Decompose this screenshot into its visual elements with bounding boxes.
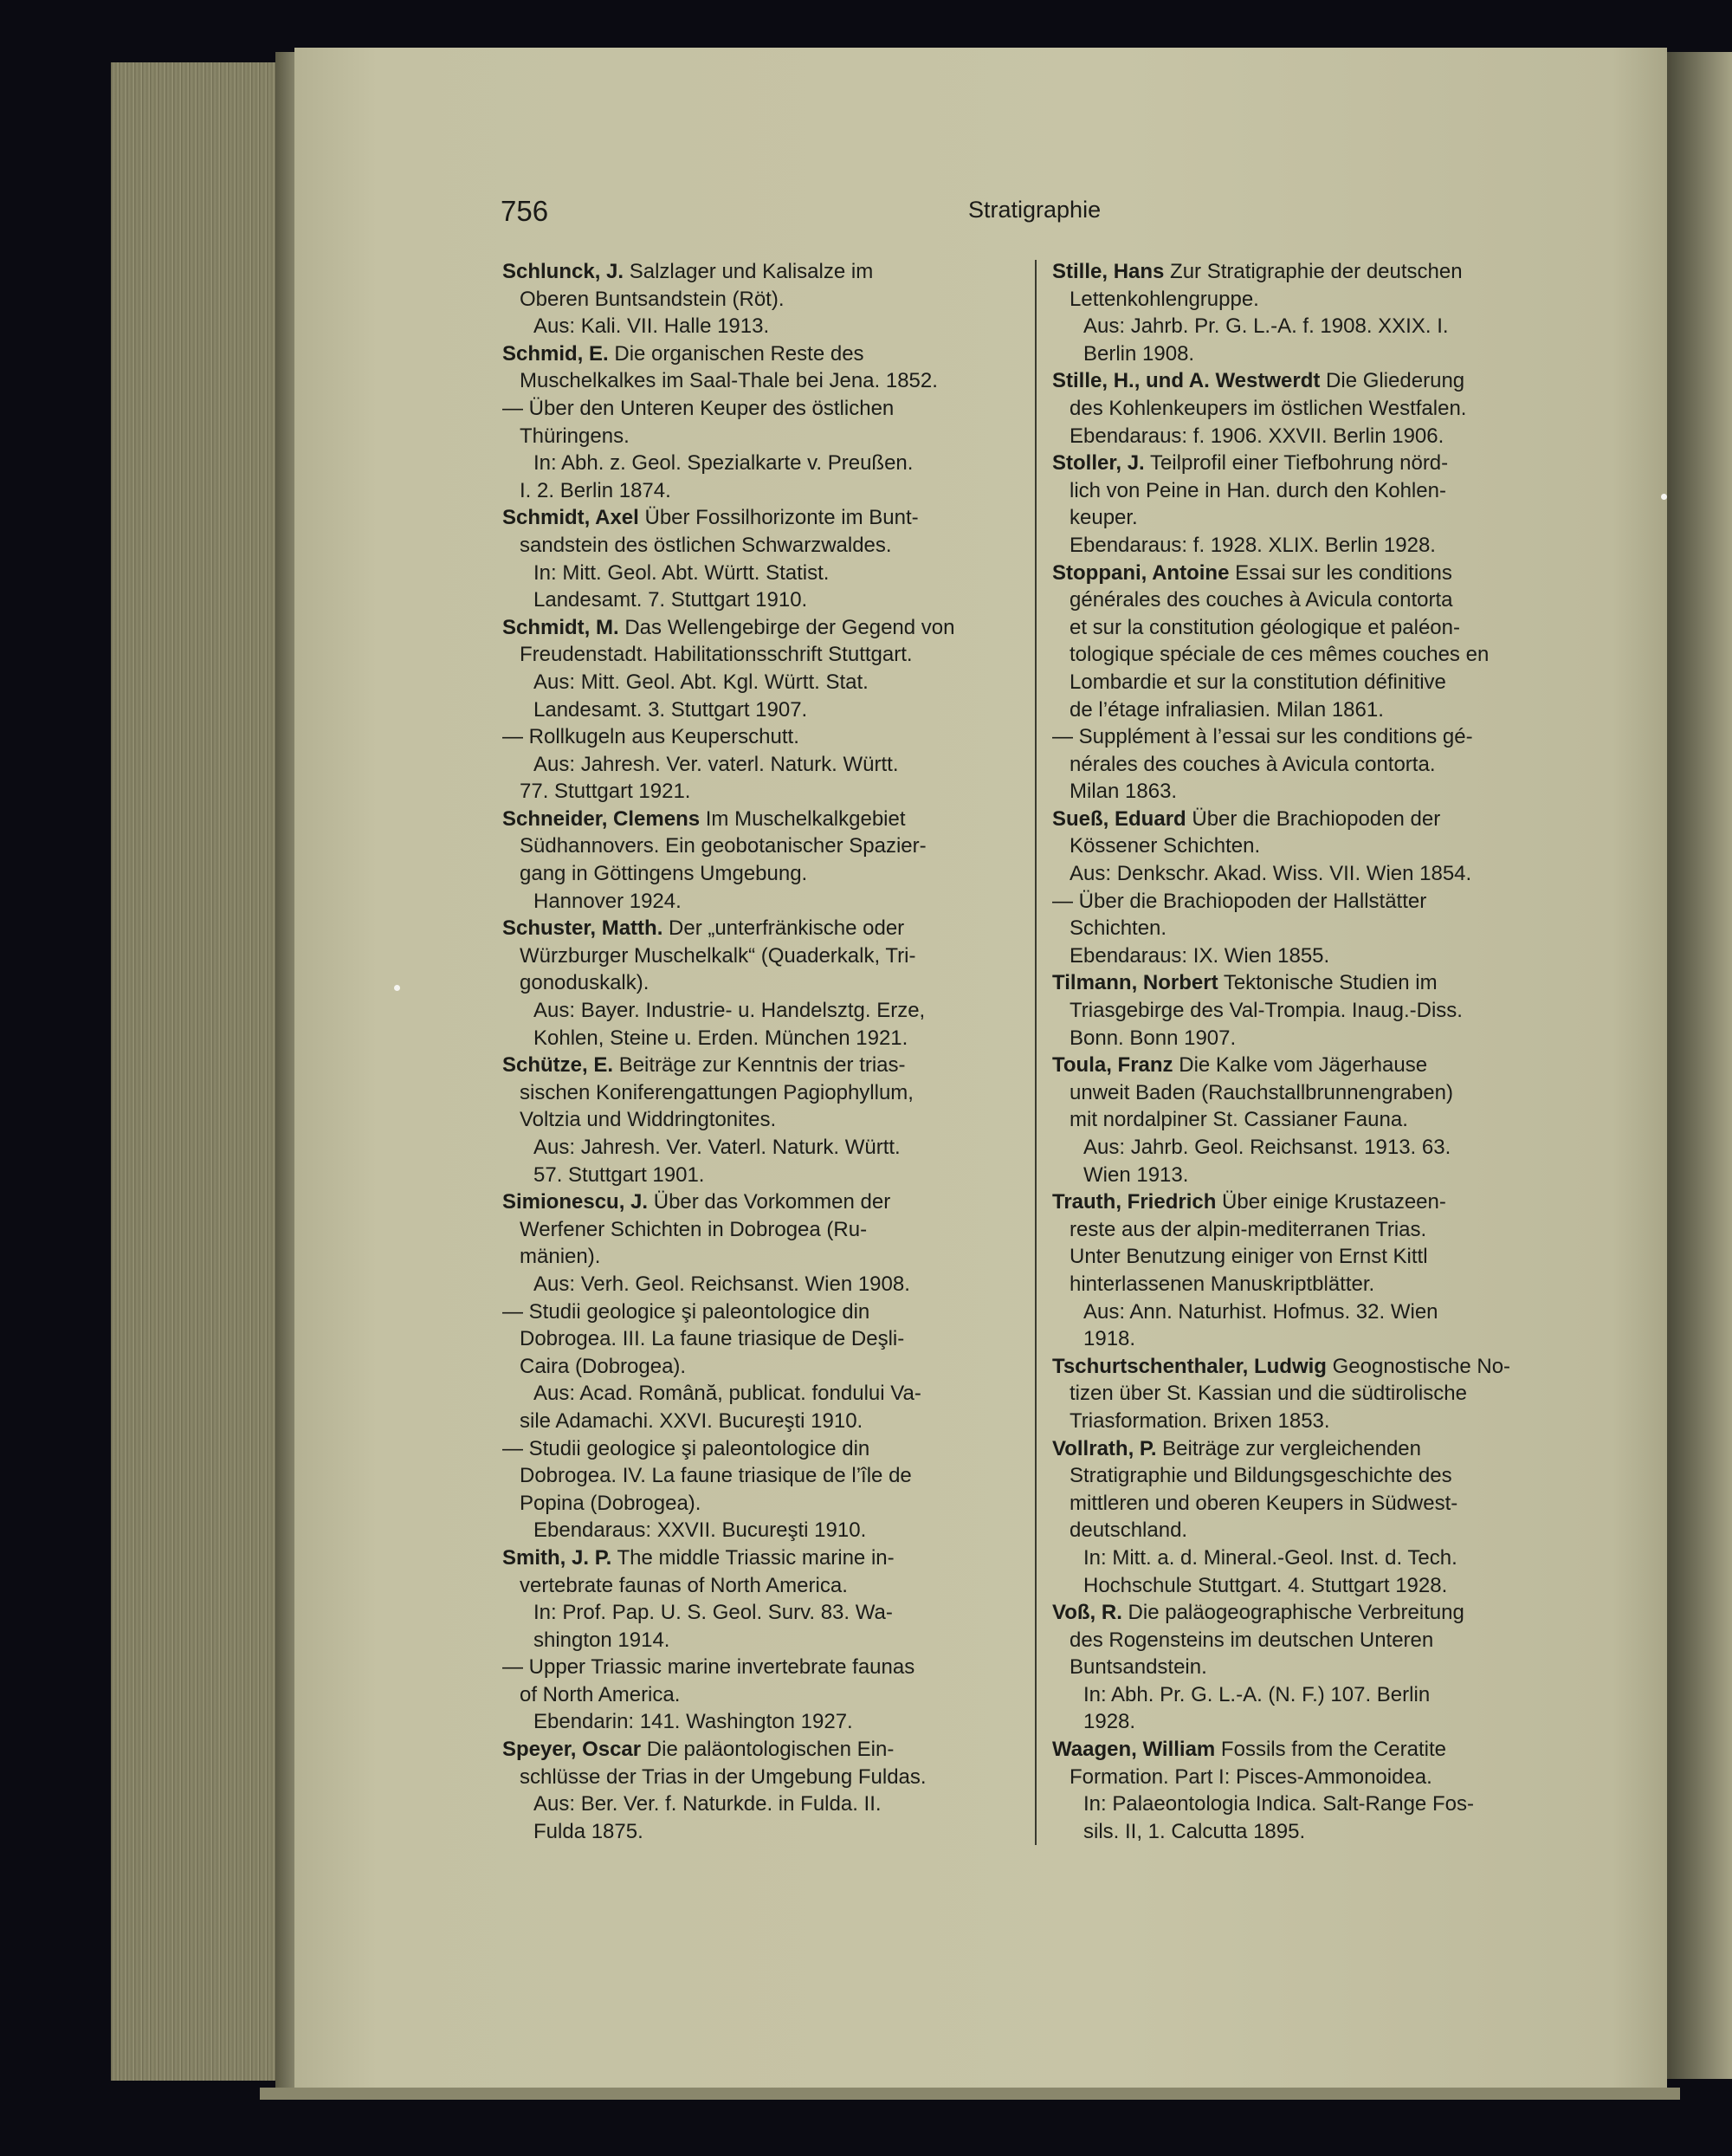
entry-text: Kössener Schichten. (1070, 834, 1261, 858)
speck (1661, 494, 1667, 500)
entry-text: Aus: Denkschr. Akad. Wiss. VII. Wien 1854. (1070, 862, 1472, 886)
entry-text: mittleren und oberen Keupers in Südwest- (1070, 1491, 1458, 1515)
bibliography-line (502, 532, 1020, 560)
bibliography-line (1052, 1435, 1557, 1463)
entry-text: Aus: Jahrb. Geol. Reichsanst. 1913. 63. (1083, 1136, 1451, 1159)
bibliography-line (502, 1025, 1020, 1052)
entry-author: Stille, Hans (1052, 260, 1165, 283)
entry-text: — Rollkugeln aus Keuperschutt. (502, 725, 799, 749)
bibliography-line (1052, 1790, 1557, 1818)
entry-author: Sueß, Eduard (1052, 806, 1186, 831)
entry-text: Aus: Ann. Naturhist. Hofmus. 32. Wien (1083, 1299, 1438, 1324)
entry-text: shington 1914. (533, 1628, 670, 1652)
bibliography-line (502, 751, 1020, 779)
entry-text: Triasformation. Brixen 1853. (1070, 1408, 1330, 1433)
bibliography-line (1052, 1736, 1557, 1764)
entry-text: Werfener Schichten in Dobrogea (Ru- (520, 1217, 868, 1241)
entry-author: Toula, Franz (1052, 1053, 1173, 1078)
entry-text: lich von Peine in Han. durch den Kohlen- (1070, 478, 1446, 502)
entry-text: Fossils from the Ceratite (1215, 1738, 1447, 1762)
bibliography-line (1052, 669, 1557, 696)
bibliography-line (1052, 696, 1557, 724)
bibliography-line (502, 723, 1020, 751)
bibliography-line (1052, 1079, 1557, 1107)
bibliography-line (1052, 477, 1557, 505)
bibliography-line (1052, 888, 1557, 916)
page-number: 756 (501, 195, 549, 227)
bibliography-line (1052, 1162, 1557, 1189)
bibliography-line (1052, 450, 1557, 477)
bibliography-line (502, 1298, 1020, 1326)
entry-text: générales des couches à Avicula contorta (1070, 588, 1453, 612)
bibliography-line (502, 340, 1020, 368)
next-page-edge (1667, 52, 1732, 2079)
bibliography-line (502, 641, 1020, 669)
entry-text: des Kohlenkeupers im östlichen Westfalen. (1070, 396, 1467, 420)
entry-text: sischen Koniferengattungen Pagiophyllum, (520, 1080, 914, 1104)
entry-text: Aus: Jahresh. Ver. vaterl. Naturk. Württ. (533, 752, 899, 776)
entry-text: Popina (Dobrogea). (520, 1491, 701, 1515)
bibliography-line (1052, 1134, 1557, 1162)
entry-text: In: Palaeontologia Indica. Salt-Range Fos- (1083, 1792, 1474, 1816)
entry-text: Bonn. Bonn 1907. (1070, 1026, 1237, 1050)
entry-text: et sur la constitution géologique et paléon- (1070, 615, 1460, 639)
entry-text: tizen über St. Kassian und die südtirolische (1070, 1382, 1467, 1406)
bibliography-line (502, 1572, 1020, 1600)
entry-text: Kohlen, Steine u. Erden. München 1921. (533, 1026, 908, 1050)
entry-text: — Über den Unteren Keuper des östlichen (502, 396, 895, 420)
entry-text: sils. II, 1. Calcutta 1895. (1083, 1819, 1306, 1843)
entry-text: Das Wellengebirge der Gegend von (618, 615, 955, 639)
bottom-page-edge (260, 2088, 1680, 2100)
bibliography-line (502, 1790, 1020, 1818)
entry-text: In: Abh. z. Geol. Spezialkarte v. Preußen. (533, 451, 914, 476)
entry-text: Hannover 1924. (533, 889, 682, 913)
entry-text: Dobrogea. III. La faune triasique de Deşli- (520, 1327, 905, 1351)
entry-text: Thüringens. (520, 424, 630, 448)
bibliography-line (1052, 1764, 1557, 1791)
bibliography-line (1052, 723, 1557, 751)
entry-author: Smith, J. P. (502, 1545, 612, 1570)
entry-text: Die Gliederung (1320, 369, 1465, 393)
bibliography-line (1052, 1106, 1557, 1134)
entry-author: Vollrath, P. (1052, 1436, 1157, 1460)
entry-author: Waagen, William (1052, 1738, 1216, 1762)
entry-text: Geognostische No- (1326, 1354, 1511, 1378)
entry-text: gonoduskalk). (520, 971, 650, 995)
bibliography-line (502, 1243, 1020, 1271)
bibliography-line (1052, 614, 1557, 642)
entry-text: tologique spéciale de ces mêmes couches en (1070, 643, 1490, 667)
entry-text: In: Mitt. a. d. Mineral.-Geol. Inst. d. Tech. (1083, 1545, 1457, 1570)
column-divider (1035, 260, 1037, 1845)
bibliography-line (1052, 1298, 1557, 1326)
bibliography-line (502, 1681, 1020, 1709)
entry-text: In: Abh. Pr. G. L.-A. (N. F.) 107. Berlin (1083, 1682, 1431, 1706)
entry-text: Die paläogeographische Verbreitung (1121, 1601, 1464, 1625)
entry-text: Beiträge zur Kenntnis der trias- (613, 1053, 906, 1078)
entry-text: Triasgebirge des Val-Trompia. Inaug.-Diss. (1070, 999, 1463, 1023)
bibliography-line (502, 1079, 1020, 1107)
bibliography-line (502, 423, 1020, 450)
entry-text: — Supplément à l’essai sur les conditions gé- (1052, 725, 1473, 749)
bibliography-line (502, 669, 1020, 696)
bibliography-line (502, 1325, 1020, 1353)
entry-author: Stoller, J. (1052, 451, 1145, 476)
bibliography-line (1052, 1599, 1557, 1627)
entry-text: Ebendaraus: XXVII. Bucureşti 1910. (533, 1518, 867, 1543)
entry-text: Aus: Jahresh. Ver. Vaterl. Naturk. Württ. (533, 1136, 901, 1159)
bibliography-line (1052, 367, 1557, 395)
entry-text: Oberen Buntsandstein (Röt). (520, 287, 785, 311)
bibliography-line (1052, 1490, 1557, 1518)
entry-text: Der „unterfränkische oder (662, 916, 905, 941)
entry-text: Formation. Part I: Pisces-Ammonoidea. (1070, 1764, 1432, 1789)
entry-text: Berlin 1908. (1083, 341, 1195, 366)
entry-text: 57. Stuttgart 1901. (533, 1162, 705, 1187)
bibliography-line (1052, 1325, 1557, 1353)
bibliography-line (502, 915, 1020, 942)
entry-author: Voß, R. (1052, 1601, 1122, 1625)
entry-text: Dobrogea. IV. La faune triasique de l’île de (520, 1464, 912, 1488)
entry-text: Landesamt. 7. Stuttgart 1910. (533, 588, 808, 612)
entry-text: Die organischen Reste des (608, 341, 864, 366)
bibliography-line (502, 1216, 1020, 1244)
bibliography-line (502, 450, 1020, 477)
bibliography-line (1052, 560, 1557, 587)
bibliography-line (1052, 1353, 1557, 1381)
bibliography-line (502, 997, 1020, 1025)
entry-text: Ebendaraus: f. 1928. XLIX. Berlin 1928. (1070, 533, 1436, 557)
entry-author: Trauth, Friedrich (1052, 1190, 1217, 1214)
bibliography-line (502, 1353, 1020, 1381)
bibliography-line (502, 1188, 1020, 1216)
entry-text: gang in Göttingens Umgebung. (520, 862, 808, 886)
entry-text: Beiträge zur vergleichenden (1156, 1436, 1422, 1460)
bibliography-line (1052, 586, 1557, 614)
bibliography-line (502, 395, 1020, 423)
entry-text: Stratigraphie und Bildungsgeschichte des (1070, 1464, 1452, 1488)
entry-text: Aus: Bayer. Industrie- u. Handelsztg. Erze, (533, 999, 926, 1023)
bibliography-line (502, 778, 1020, 806)
bibliography-line (1052, 1271, 1557, 1298)
entry-text: sile Adamachi. XXVI. Bucureşti 1910. (520, 1408, 863, 1433)
entry-text: 77. Stuttgart 1921. (520, 780, 691, 804)
entry-text: Die Kalke vom Jägerhause (1173, 1053, 1428, 1078)
entry-text: Aus: Kali. VII. Halle 1913. (533, 314, 770, 339)
entry-text: reste aus der alpin-mediterranen Trias. (1070, 1217, 1427, 1241)
entry-text: Ebendaraus: IX. Wien 1855. (1070, 943, 1330, 968)
bibliography-line (1052, 395, 1557, 423)
bibliography-line (1052, 1681, 1557, 1709)
bibliography-line (502, 1764, 1020, 1791)
bibliography-line (502, 1627, 1020, 1654)
bibliography-line (502, 1654, 1020, 1681)
entry-text: 1928. (1083, 1710, 1136, 1734)
entry-text: In: Mitt. Geol. Abt. Württ. Statist. (533, 560, 830, 585)
entry-text: Lettenkohlengruppe. (1070, 287, 1259, 311)
entry-text: Buntsandstein. (1070, 1655, 1207, 1680)
entry-text: Lombardie et sur la constitution définitive (1070, 670, 1446, 694)
entry-text: deutschland. (1070, 1518, 1188, 1543)
entry-author: Stoppani, Antoine (1052, 560, 1230, 585)
bibliography-line (1052, 1708, 1557, 1736)
entry-text: Über das Vorkommen der (648, 1190, 891, 1214)
entry-author: Stille, H., und A. Westwerdt (1052, 369, 1321, 393)
entry-text: Zur Stratigraphie der deutschen (1164, 260, 1463, 283)
bibliography-line (1052, 969, 1557, 997)
bibliography-line (1052, 1025, 1557, 1052)
bibliography-line (502, 1408, 1020, 1435)
entry-text: Unter Benutzung einiger von Ernst Kittl (1070, 1245, 1428, 1269)
bibliography-line (502, 696, 1020, 724)
entry-author: Schuster, Matth. (502, 916, 663, 941)
entry-text: Essai sur les conditions (1229, 560, 1452, 585)
entry-text: — Studii geologice şi paleontologice din (502, 1299, 870, 1324)
entry-author: Schmidt, Axel (502, 506, 639, 530)
bibliography-line (1052, 1654, 1557, 1681)
bibliography-line (1052, 313, 1557, 340)
bibliography-line (1052, 1544, 1557, 1572)
entry-text: Ebendaraus: f. 1906. XXVII. Berlin 1906. (1070, 424, 1444, 448)
entry-text: Caira (Dobrogea). (520, 1354, 687, 1378)
entry-text: keuper. (1070, 506, 1138, 530)
bibliography-line (1052, 1380, 1557, 1408)
bibliography-line (1052, 942, 1557, 970)
entry-text: In: Prof. Pap. U. S. Geol. Surv. 83. Wa- (533, 1601, 893, 1625)
bibliography-line (502, 1708, 1020, 1736)
entry-text: — Über die Brachiopoden der Hallstätter (1052, 889, 1427, 913)
entry-text: Tektonische Studien im (1218, 971, 1438, 995)
bibliography-line (502, 477, 1020, 505)
entry-text: schlüsse der Trias in der Umgebung Fuldas. (520, 1764, 927, 1789)
entry-text: of North America. (520, 1682, 681, 1706)
bibliography-line (502, 1462, 1020, 1490)
bibliography-line (502, 1134, 1020, 1162)
bibliography-line (502, 1544, 1020, 1572)
entry-text: unweit Baden (Rauchstallbrunnengraben) (1070, 1080, 1453, 1104)
entry-text: 1918. (1083, 1327, 1136, 1351)
bibliography-line (502, 504, 1020, 532)
bibliography-line (1052, 1818, 1557, 1846)
entry-text: des Rogensteins im deutschen Unteren (1070, 1628, 1434, 1652)
bibliography-line (1052, 1216, 1557, 1244)
bibliography-line (1052, 340, 1557, 368)
entry-text: vertebrate faunas of North America. (520, 1573, 848, 1597)
entry-text: Wien 1913. (1083, 1162, 1189, 1187)
entry-text: I. 2. Berlin 1874. (520, 478, 671, 502)
bibliography-line (1052, 1188, 1557, 1216)
bibliography-line (1052, 778, 1557, 806)
entry-text: Voltzia und Widdringtonites. (520, 1108, 777, 1132)
entry-text: Muschelkalkes im Saal-Thale bei Jena. 1852. (520, 369, 938, 393)
bibliography-line (502, 1517, 1020, 1544)
entry-text: Die paläontologischen Ein- (641, 1738, 895, 1762)
bibliography-line (1052, 641, 1557, 669)
left-column (502, 258, 1020, 1845)
entry-author: Schmidt, M. (502, 615, 619, 639)
right-column (1052, 258, 1557, 1845)
entry-text: Ebendarin: 141. Washington 1927. (533, 1710, 853, 1734)
entry-text: Aus: Acad. Română, publicat. fondului Va- (533, 1382, 921, 1406)
bibliography-line (502, 286, 1020, 314)
entry-author: Schmid, E. (502, 341, 609, 366)
bibliography-line (502, 888, 1020, 916)
bibliography-line (1052, 286, 1557, 314)
bibliography-line (1052, 1517, 1557, 1544)
entry-author: Speyer, Oscar (502, 1738, 642, 1762)
book-page-edges (111, 62, 293, 2081)
entry-text: Hochschule Stuttgart. 4. Stuttgart 1928. (1083, 1573, 1448, 1597)
entry-text: Würzburger Muschelkalk“ (Quaderkalk, Tri- (520, 943, 916, 968)
entry-text: Salzlager und Kalisalze im (624, 260, 874, 283)
bibliography-line (502, 1818, 1020, 1846)
bibliography-line (1052, 860, 1557, 888)
entry-text: Über die Brachiopoden der (1186, 806, 1441, 831)
entry-text: Teilprofil einer Tiefbohrung nörd- (1144, 451, 1449, 476)
bibliography-line (1052, 1572, 1557, 1600)
bibliography-line (502, 832, 1020, 860)
bibliography-line (1052, 504, 1557, 532)
entry-text: Freudenstadt. Habilitationsschrift Stuttgart. (520, 643, 913, 667)
bibliography-line (1052, 1243, 1557, 1271)
entry-text: Fulda 1875. (533, 1819, 643, 1843)
entry-text: Über einige Krustazeen- (1216, 1190, 1446, 1214)
bibliography-line (1052, 806, 1557, 833)
bibliography-line (502, 1380, 1020, 1408)
entry-text: Über Fossilhorizonte im Bunt- (638, 506, 919, 530)
bibliography-line (502, 860, 1020, 888)
entry-author: Schlunck, J. (502, 260, 624, 283)
entry-text: Milan 1863. (1070, 780, 1178, 804)
bibliography-line (1052, 532, 1557, 560)
bibliography-line (1052, 915, 1557, 942)
entry-author: Tilmann, Norbert (1052, 971, 1218, 995)
entry-text: Südhannovers. Ein geobotanischer Spazier- (520, 834, 927, 858)
entry-text: Landesamt. 3. Stuttgart 1907. (533, 697, 808, 722)
bibliography-line (502, 313, 1020, 340)
bibliography-line (502, 806, 1020, 833)
entry-text: Aus: Verh. Geol. Reichsanst. Wien 1908. (533, 1272, 910, 1296)
bibliography-line (502, 1271, 1020, 1298)
bibliography-line (502, 560, 1020, 587)
bibliography-line (502, 258, 1020, 286)
page-header (501, 195, 1557, 230)
entry-text: Aus: Mitt. Geol. Abt. Kgl. Württ. Stat. (533, 670, 869, 694)
entry-text: Im Muschelkalkgebiet (700, 806, 906, 831)
entry-text: de l’étage infraliasien. Milan 1861. (1070, 697, 1384, 722)
bibliography-line (1052, 1627, 1557, 1654)
speck (394, 985, 400, 991)
bibliography-line (1052, 258, 1557, 286)
entry-text: — Upper Triassic marine invertebrate faunas (502, 1655, 915, 1680)
entry-text: Aus: Ber. Ver. f. Naturkde. in Fulda. II. (533, 1792, 882, 1816)
bibliography-line (502, 969, 1020, 997)
entry-author: Tschurtschenthaler, Ludwig (1052, 1354, 1327, 1378)
bibliography-line (502, 1435, 1020, 1463)
bibliography-line (1052, 423, 1557, 450)
entry-text: Schichten. (1070, 916, 1167, 941)
bibliography-line (502, 942, 1020, 970)
entry-text: mänien). (520, 1245, 601, 1269)
bibliography-line (502, 1490, 1020, 1518)
bibliography-line (502, 1736, 1020, 1764)
bibliography-line (1052, 751, 1557, 779)
bibliography-line (502, 1599, 1020, 1627)
entry-text: hinterlassenen Manuskriptblätter. (1070, 1272, 1375, 1296)
entry-text: mit nordalpiner St. Cassianer Fauna. (1070, 1108, 1408, 1132)
entry-text: — Studii geologice şi paleontologice din (502, 1436, 870, 1460)
bibliography-line (1052, 1462, 1557, 1490)
entry-text: Aus: Jahrb. Pr. G. L.-A. f. 1908. XXIX. I. (1083, 314, 1449, 339)
entry-text: nérales des couches à Avicula contorta. (1070, 752, 1436, 776)
bibliography-line (502, 614, 1020, 642)
bibliography-line (502, 586, 1020, 614)
bibliography-line (502, 367, 1020, 395)
bibliography-line (1052, 1408, 1557, 1435)
entry-author: Schneider, Clemens (502, 806, 701, 831)
entry-text: The middle Triassic marine in- (611, 1545, 895, 1570)
running-title: Stratigraphie (968, 197, 1102, 223)
bibliography-line (1052, 997, 1557, 1025)
bibliography-line (502, 1052, 1020, 1079)
entry-author: Simionescu, J. (502, 1190, 649, 1214)
bibliography-line (1052, 832, 1557, 860)
bibliography-line (502, 1106, 1020, 1134)
bibliography-line (1052, 1052, 1557, 1079)
entry-text: sandstein des östlichen Schwarzwaldes. (520, 533, 892, 557)
entry-author: Schütze, E. (502, 1053, 614, 1078)
bibliography-line (502, 1162, 1020, 1189)
